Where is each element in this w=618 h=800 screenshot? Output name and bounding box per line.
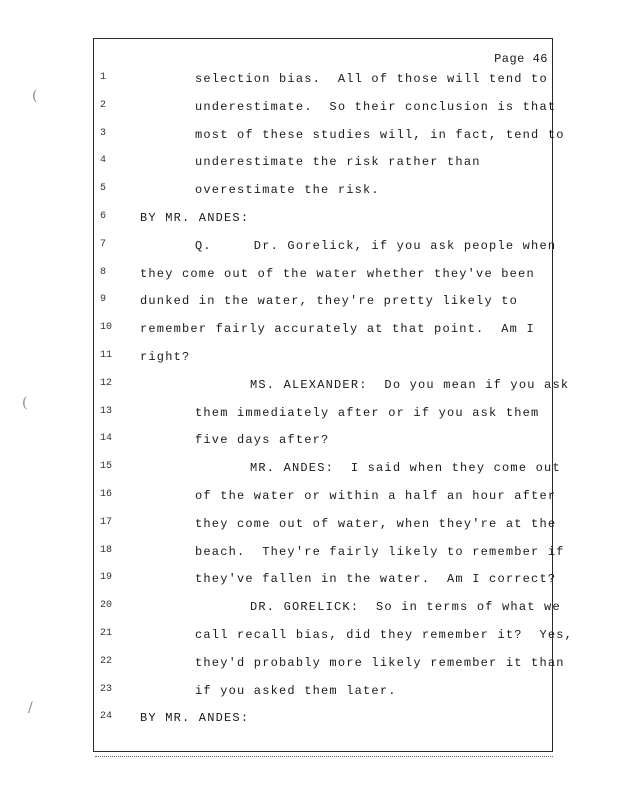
line-number: 1 xyxy=(100,72,107,83)
scan-mark: ( xyxy=(22,395,28,411)
line-number: 11 xyxy=(100,350,113,361)
line-text: they'd probably more likely remember it than xyxy=(195,655,565,670)
line-number: 20 xyxy=(100,600,113,612)
transcript-line xyxy=(0,684,618,712)
line-text: BY MR. ANDES: xyxy=(140,211,250,225)
line-text: MR. ANDES: I said when they come out xyxy=(250,461,561,476)
transcript-line xyxy=(0,155,618,183)
transcript-line xyxy=(0,461,618,489)
page-number: Page 46 xyxy=(494,52,548,66)
transcript-line xyxy=(0,711,618,739)
line-number: 23 xyxy=(100,683,113,695)
line-number: 2 xyxy=(100,99,107,111)
line-number: 8 xyxy=(100,266,107,278)
line-number: 9 xyxy=(100,294,107,306)
line-number: 18 xyxy=(100,544,113,556)
line-text: remember fairly accurately at that point. Am I xyxy=(140,322,535,337)
line-number: 7 xyxy=(100,238,107,250)
line-text: right? xyxy=(140,350,191,364)
transcript-line xyxy=(0,545,618,573)
line-text: selection bias. All of those will tend to xyxy=(195,72,548,86)
line-text: underestimate the risk rather than xyxy=(195,155,481,170)
line-number: 5 xyxy=(100,183,107,195)
line-number: 14 xyxy=(100,433,113,445)
line-number: 10 xyxy=(100,322,113,334)
line-text: Q. Dr. Gorelick, if you ask people when xyxy=(195,238,557,253)
transcript-line xyxy=(0,406,618,434)
line-text: them immediately after or if you ask them xyxy=(195,405,540,420)
line-text: DR. GORELICK: So in terms of what we xyxy=(250,600,561,615)
transcript-line xyxy=(0,72,618,100)
line-text: beach. They're fairly likely to remember if xyxy=(195,544,565,559)
line-number: 16 xyxy=(100,489,113,500)
line-text: call recall bias, did they remember it? Yes, xyxy=(195,628,574,642)
line-number: 21 xyxy=(100,628,113,639)
line-text: BY MR. ANDES: xyxy=(140,711,250,726)
line-text: most of these studies will, in fact, tend to xyxy=(195,127,565,142)
transcript-line xyxy=(0,656,618,684)
line-text: if you asked them later. xyxy=(195,683,397,698)
line-number: 17 xyxy=(100,516,113,528)
line-number: 3 xyxy=(100,127,107,139)
transcript-line xyxy=(0,433,618,461)
transcript-line xyxy=(0,600,618,628)
line-text: they come out of water, when they're at the xyxy=(195,516,557,531)
transcript-line xyxy=(0,350,618,378)
transcript-line xyxy=(0,128,618,156)
line-number: 12 xyxy=(100,377,113,389)
line-text: they've fallen in the water. Am I correct? xyxy=(195,572,557,587)
line-text: they come out of the water whether they've been xyxy=(140,266,535,281)
line-text: dunked in the water, they're pretty likely to xyxy=(140,294,519,309)
transcript-line xyxy=(0,294,618,322)
line-number: 6 xyxy=(100,211,107,222)
line-text: five days after? xyxy=(195,433,330,448)
line-number: 19 xyxy=(100,572,113,584)
transcript-line xyxy=(0,100,618,128)
transcript-line xyxy=(0,572,618,600)
transcript-line xyxy=(0,628,618,656)
line-text: of the water or within a half an hour after xyxy=(195,489,557,503)
line-text: underestimate. So their conclusion is that xyxy=(195,99,557,114)
line-number: 15 xyxy=(100,461,113,473)
transcript-line xyxy=(0,267,618,295)
line-number: 13 xyxy=(100,405,113,417)
line-number: 22 xyxy=(100,655,113,667)
transcript-line xyxy=(0,183,618,211)
transcript-line xyxy=(0,378,618,406)
line-text: MS. ALEXANDER: Do you mean if you ask xyxy=(250,377,570,392)
transcript-line xyxy=(0,489,618,517)
scan-mark: ( xyxy=(32,88,38,104)
line-number: 24 xyxy=(100,711,113,723)
line-text: overestimate the risk. xyxy=(195,183,380,198)
scan-mark: / xyxy=(28,700,33,716)
transcript-line xyxy=(0,211,618,239)
transcript-line xyxy=(0,517,618,545)
transcript-line xyxy=(0,322,618,350)
transcript-line xyxy=(0,239,618,267)
scan-noise-line xyxy=(95,756,553,758)
line-number: 4 xyxy=(100,155,107,167)
